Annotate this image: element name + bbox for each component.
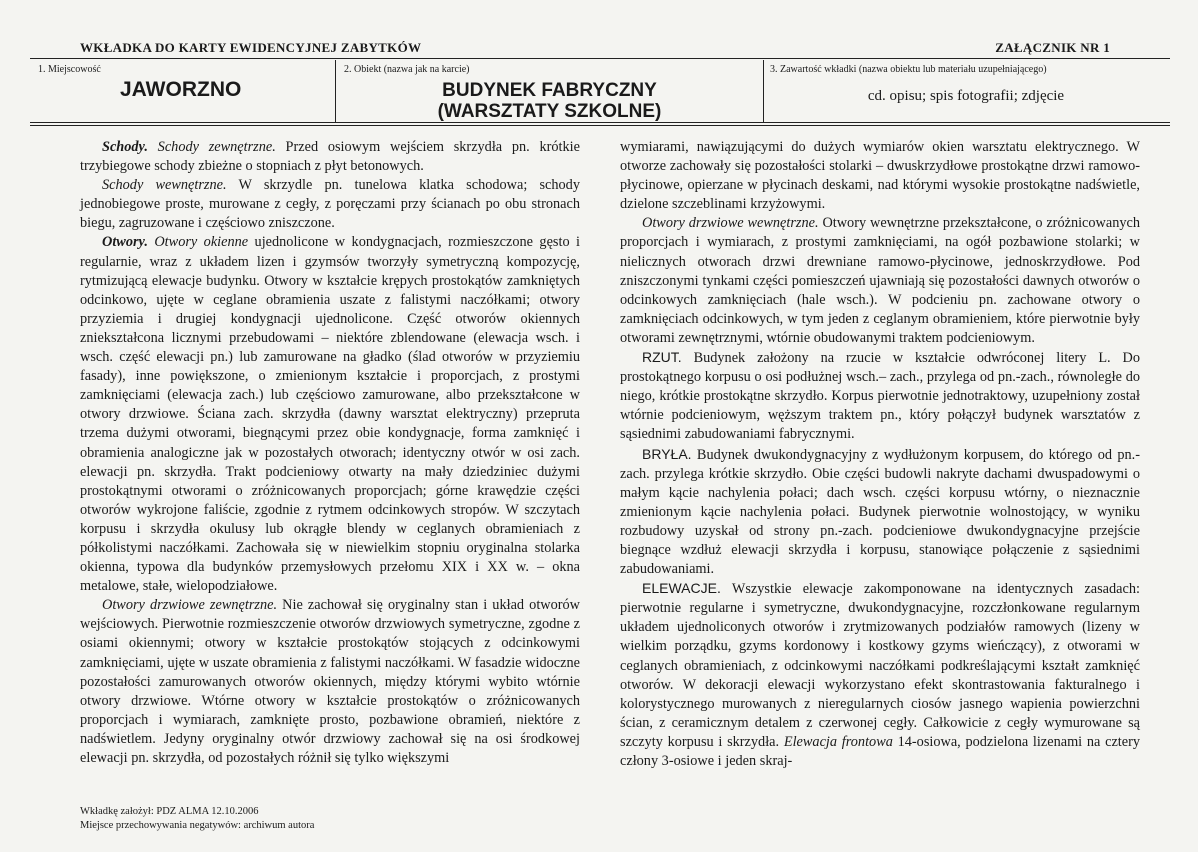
header-divider	[30, 125, 1170, 126]
paragraph-text: Wszystkie elewacje zakomponowane na identycznych zasadach: pierwotnie regularne i symetryczne, dwukondygnacyjne, rozczłonkowane regularnym układem ujednoliconych otworów i zrytmizowanych podziałów ramowych (lizeny w wielkim porządku, gzyms kordonowy i kostkowy gzyms wieńczący), z otworami w ceglanych obramieniach, z odcinkowymi naczółkami podkreślającymi kształt zamknięć otworów. W dekoracji elewacji wykorzystano efekt skontrastowania fakturalnego i kolorystycznego murowanych z nieregularnych ciosów jasnego wapienia powierzchni ścian, z ceramicznym detalem z czerwonej cegły. Całkowicie z cegły wymurowane są szczyty korpusu i skrzydła.	[620, 581, 1140, 750]
heading-openings: Otwory.	[102, 234, 148, 251]
paragraph-text: Otwory wewnętrzne przekształcone, o zróżnicowanych proporcjach i wymiarach, z prostymi zamknięciami, na ogół pozbawione stolarki; w nielicznych otworach drzwi drewniane ramowo-płycinowe, jednoskrzydłowe. Pod zniszczonymi tynkami części pomieszczeń ujawniają się pozostałości dawnych otworów o odcinkowych zamknięciach (hale wsch.). W podcieniu pn. zachowane otwory o zamknięciach odcinkowych, w tym jeden z ceglanym obramieniem, które pierwotnie były otworami zewnętrznymi, wtórnie obudowanymi traktem podcieniowym.	[620, 215, 1141, 346]
heading-mass: BRYŁA.	[642, 445, 692, 462]
paragraph-text: ujednolicone w kondygnacjach, rozmieszczone gęsto i regularnie, wraz z układem lizen i gzymsów tworzyły symetryczną kompozycję, rytmizującą elewacje budynku. Otwory w kształcie krępych prostokątów zamkniętych odcinkowo, ujęte w ceglane obramienia uszate z falistymi naczółkami; otwory przyziemia i drugiej kondygnacji ujednolicone. Część otworów okiennych zniekształcona licznymi przebudowami – niektóre zblendowane (elewacja wsch. i wsch. część elewacji pn.) lub zamurowane na gładko (ślad otworów w przyziemiu fasady), inne powiększone, o zmienionym kształcie i proporcjach, z prostymi zamknięciami (elewacja zach.) lub częściowo zamurowane, albo przekształcone w otwory drzwiowe. Ściana zach. skrzydła (dawny warsztat elektryczny) przepruta trzema dużymi otworami, biegnącymi przez obie kondygnacje, forma zamknięć i obramienia analogiczne jak w pozostałych otworach; identyczny otwór w osi zach. elewacji pn. skrzydła. Trakt podcieniowy otwarty na mały dziedziniec dużymi prostokątnymi otworami o zróżnicowanych proporcjach; górne krawędzie części otworów wykrojone faliście, zgodnie z rytmem odcinkowych stropów. W szczytach korpusu i skrzydła okulusy lub okrągłe blendy w ceglanych obramieniach z półkolistymi naczółkami. Zachowała się w niewielkim stopniu oryginalna stolarka okienna, typowa dla budynków przemysłowych przełomu XIX i XX w. – okna metalowe, stałe, wielopodziałowe.	[80, 234, 580, 595]
heading-plan: RZUT.	[642, 349, 682, 366]
field-object-value-line1: BUDYNEK FABRYCZNY	[442, 80, 657, 101]
paragraph-text: Budynek założony na rzucie w kształcie odwróconej litery L. Do prostokątnego korpusu o osi podłużnej wsch.– zach., przylega od pn.-zach., równoległe do niego, krótkie prostokątne skrzydło. Korpus pierwotnie jednotraktowy, uzupełniony został wtórnie podcieniowym, węższym traktem pn., który połączył budynek warsztatów z sąsiednimi zabudowaniami fabrycznymi.	[620, 350, 1140, 443]
footer-author: Wkładkę założył: PDZ ALMA 12.10.2006	[80, 806, 259, 817]
field-object	[335, 60, 764, 122]
field-locality-value: JAWORZNO	[120, 78, 242, 101]
heading-stairs: Schody.	[102, 139, 148, 155]
paragraph-text: wymiarami, nawiązującymi do dużych wymiarów okien warsztatu elektrycznego. W otworze zachowały się pozostałości stolarki – dwuskrzydłowe prostokątne drzwi ramowo-płycinowe, opierzane w płycinach deskami, nad którymi wysokie prostokątne nadświetle, dzielone szczeblinami krzyżowymi.	[620, 139, 1140, 213]
subheading: Schody zewnętrzne.	[157, 139, 276, 155]
subheading: Otwory okienne	[154, 234, 249, 251]
paragraph-text: 14-osiowa, podzielona lizenami na cztery człony 3-osiowe i jeden skraj-	[620, 733, 1141, 769]
subheading: Otwory drzwiowe wewnętrzne.	[642, 215, 819, 232]
field-contents	[762, 60, 1170, 122]
paragraph-text: W skrzydle pn. tunelowa klatka schodowa; schody jednobiegowe proste, murowane z cegły, z poręczami przy ścianach po obu stronach biegu, zagruzowane i częściowo zniszczone.	[80, 177, 580, 232]
paragraph	[80, 138, 580, 176]
subheading: Schody wewnętrzne.	[102, 177, 227, 194]
paragraph	[620, 348, 1140, 444]
paragraph	[80, 596, 580, 768]
footer-archive: Miejsce przechowywania negatywów: archiwum autora	[80, 820, 315, 831]
fields-row	[30, 60, 1170, 123]
text-column-left	[80, 138, 580, 768]
field-contents-label: 3. Zawartość wkładki (nazwa obiektu lub materiału uzupełniającego)	[770, 64, 1047, 75]
paragraph	[620, 579, 1140, 771]
field-object-label: 2. Obiekt (nazwa jak na karcie)	[344, 64, 470, 75]
field-locality	[30, 60, 335, 122]
paragraph	[80, 233, 580, 596]
paragraph	[80, 176, 580, 233]
paragraph	[620, 138, 1140, 214]
form-title: WKŁADKA DO KARTY EWIDENCYJNEJ ZABYTKÓW	[80, 40, 422, 55]
attachment-number: ZAŁĄCZNIK NR 1	[995, 40, 1110, 55]
field-locality-label: 1. Miejscowość	[38, 64, 101, 75]
form-header	[30, 40, 1170, 59]
heading-elevations: ELEWACJE.	[642, 580, 721, 597]
paragraph	[620, 445, 1140, 580]
field-object-value	[336, 80, 763, 122]
footer	[80, 805, 314, 833]
paragraph	[620, 214, 1140, 348]
subheading: Elewacja frontowa	[783, 733, 893, 750]
paragraph-text: Budynek dwukondygnacyjny z wydłużonym korpusem, do którego od pn.-zach. przylega krótkie skrzydło. Obie części budowli nakryte dachami dwuspadowymi o małym kącie nachylenia połaci; dach wsch. części korpusu wtórny, o nieznacznie zmienionym kącie nachylenia połaci. Budynek pierwotnie wolnostojący, w wyniku rozbudowy uzyskał od strony pn.-zach. podcieniowe dwukondygnacyjne przejście biegnące wzdłuż elewacji skrzydła i korpusu, stanowiące połączenie z sąsiednimi zabudowaniami.	[620, 446, 1140, 578]
paragraph-text: Nie zachował się oryginalny stan i układ otworów wejściowych. Pierwotnie rozmieszczenie otworów drzwiowych symetryczne, zgodne z osiami okiennymi; otwory w kształcie prostokątów stojących z odcinkowymi zamknięciami, ujęte w uszate obramienia z falistymi naczółkami. W fasadzie widoczne pozostałości zamurowanych otworów okiennych, między którymi wybito wtórnie otwory drzwiowe. Wtórne otwory w kształcie prostokątów o zróżnicowanych proporcjach i wymiarach, zamknięte prosto, pozbawione obramień, niektóre z nadświetlem. Jedyny oryginalny otwór drzwiowy zachował się na osi środkowej elewacji pn. skrzydła, od pozostałych różnił się tylko większymi	[80, 597, 580, 766]
field-object-value-line2: (WARSZTATY SZKOLNE)	[437, 101, 662, 122]
field-contents-value: cd. opisu; spis fotografii; zdjęcie	[867, 88, 1065, 104]
paragraph-text: Przed osiowym wejściem skrzydła pn. krótkie trzybiegowe schody zbieżne o stopniach z płyt betonowych.	[80, 139, 580, 175]
text-column-right	[620, 138, 1140, 771]
subheading: Otwory drzwiowe zewnętrzne.	[102, 597, 278, 614]
